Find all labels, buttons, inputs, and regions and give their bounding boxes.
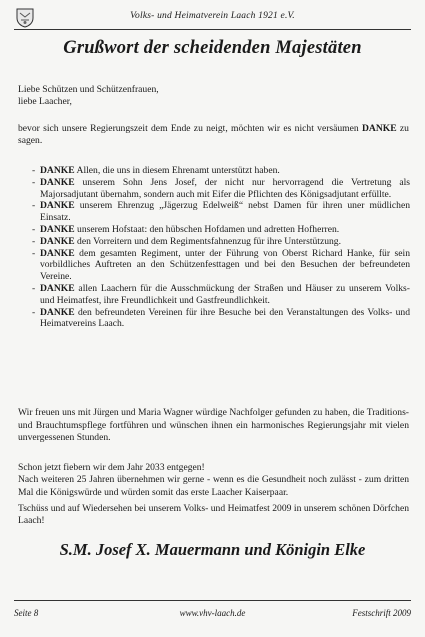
goodbye-paragraph: Tschüss und auf Wiedersehen bei unserem Volks- und Heimatfest 2009 in unserem schönen Dörfchen Laach! (18, 503, 409, 527)
intro-tail: zu sagen. (18, 123, 409, 147)
list-item (32, 307, 410, 331)
list-item-text: Allen, die uns in diesem Ehrenamt unterstützt haben. (74, 165, 280, 176)
list-dash: - (32, 223, 36, 235)
list-item-text: unserem Hofstaat: den hübschen Hofdamen und adretten Hofherren. (74, 223, 340, 235)
list-dash: - (32, 247, 36, 259)
danke-label: DANKE (40, 165, 75, 176)
danke-label: DANKE (40, 306, 75, 318)
list-dash: - (32, 282, 36, 294)
danke-label: DANKE (40, 223, 75, 235)
footer-divider (14, 600, 411, 601)
list-item (32, 248, 410, 283)
danke-label: DANKE (40, 282, 75, 294)
list-dash: - (32, 235, 36, 247)
header-title: Volks- und Heimatverein Laach 1921 e.V. (130, 11, 295, 21)
signature: S.M. Josef X. Mauermann und Königin Elke (59, 540, 366, 559)
list-dash: - (32, 306, 36, 318)
publication-name: Festschrift 2009 (352, 608, 411, 618)
intro-bold: DANKE (361, 123, 397, 134)
year-2033-line-1: Schon jetzt fiebern wir dem Jahr 2033 entgegen! (18, 462, 205, 473)
year-2033-line-2: Nach weiteren 25 Jahren übernehmen wir gerne - wenn es die Gesundheit noch zulässt - zum dritten Mal die Königswürde und würden somit das erste Laacher Kaiserpaar. (18, 474, 409, 498)
list-item-text: den befreundeten Vereinen für ihre Besuche bei den Veranstaltungen des Volks- und Heimatvereins Laach. (40, 306, 410, 330)
greeting-line-1: Liebe Schützen und Schützenfrauen, (18, 84, 159, 95)
page-footer (14, 600, 411, 630)
list-item-text: dem gesamten Regiment, unter der Führung von Oberst Richard Hanke, für sein vorbildliches Auftreten an den Schützenfesttagen und bei den Besuchen der befreundeten Vereine. (40, 247, 410, 283)
list-dash: - (32, 200, 36, 212)
list-item (32, 200, 410, 224)
successor-paragraph: Wir freuen uns mit Jürgen und Maria Wagner würdige Nachfolger gefunden zu haben, die Traditions- und Brauchtumspflege fortführen und wünschen ihnen ein harmonisches Regierungsjahr mit vielen unvergessenen Stunden. (18, 407, 409, 444)
list-item-text: den Vorreitern und dem Regimentsfahnenzug für ihre Unterstützung. (74, 235, 341, 247)
list-item (32, 177, 410, 201)
list-item (32, 224, 410, 236)
danke-label: DANKE (40, 247, 75, 259)
list-dash: - (32, 176, 36, 188)
danke-label: DANKE (40, 200, 75, 212)
list-dash: - (32, 165, 36, 176)
website-link[interactable]: www.vhv-laach.de (179, 608, 246, 618)
thanks-list (32, 165, 410, 330)
year-2033-paragraph (18, 462, 409, 499)
greeting (18, 84, 409, 109)
list-item (32, 283, 410, 307)
intro-text: bevor sich unsere Regierungszeit dem Ende zu neigt, möchten wir es nicht versäumen (18, 123, 362, 134)
page-number: Seite 8 (14, 608, 39, 618)
danke-label: DANKE (40, 235, 75, 247)
list-item (32, 236, 410, 248)
list-item-text: unserem Ehrenzug „Jägerzug Edelweiß“ nebst Damen für ihren uner müdlichen Einsatz. (40, 200, 410, 224)
page-title: Grußwort der scheidenden Majestäten (63, 38, 362, 58)
header-divider (14, 29, 411, 30)
list-item-text: unserem Sohn Jens Josef, der nicht nur hervorragend die Vertretung als Majorsadjutant übernahm, sondern auch mit Eifer die Pflichten des Königsadjutant erfüllte. (40, 176, 410, 200)
page-header (14, 6, 411, 32)
danke-label: DANKE (40, 176, 75, 188)
list-item-text: allen Laachern für die Ausschmückung der Straßen und Häuser zu unserem Volks- und Heimatfest, ihre Freundlichkeit und Gastfreundlichkeit. (40, 282, 410, 306)
list-item (32, 165, 410, 177)
intro-paragraph (18, 123, 409, 148)
greeting-line-2: liebe Laacher, (18, 96, 72, 108)
